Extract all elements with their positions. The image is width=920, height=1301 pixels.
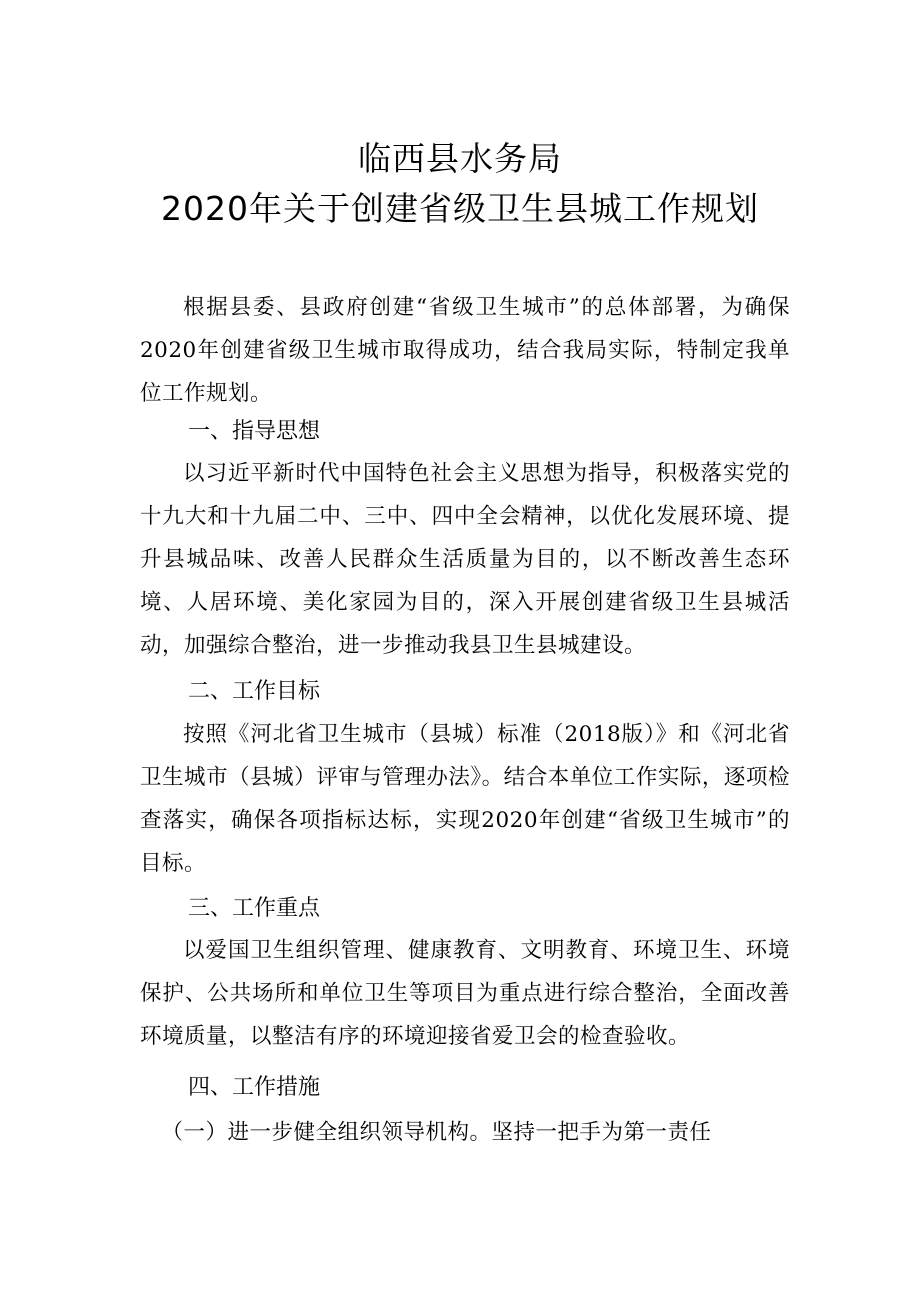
section-body-work-goals: 按照《河北省卫生城市（县城）标准（2018版）》和《河北省卫生城市（县城）评审与管理办法》。结合本单位工作实际，逐项检查落实，确保各项指标达标，实现2020年创建“省级卫生城市”的目标。 — [140, 722, 790, 876]
section-body-work-measures: （一）进一步健全组织领导机构。坚持一把手为第一责任 — [161, 1120, 712, 1145]
section-heading-work-measures: 四、工作措施 — [188, 1075, 321, 1100]
document-title-line1: 临西县水务局 — [358, 139, 562, 178]
section-body-work-focus: 以爱国卫生组织管理、健康教育、文明教育、环境卫生、环境保护、公共场所和单位卫生等项目为重点进行综合整治，全面改善环境质量，以整洁有序的环境迎接省爱卫会的检查验收。 — [140, 938, 790, 1049]
section-heading-work-goals: 二、工作目标 — [188, 679, 321, 704]
document-title-line2: 2020年关于创建省级卫生县城工作规划 — [161, 189, 759, 228]
section-body-guiding-ideology: 以习近平新时代中国特色社会主义思想为指导，积极落实党的十九大和十九届二中、三中、四中全会精神，以优化发展环境、提升县城品味、改善人民群众生活质量为目的，以不断改善生态环境、人居环境、美化家园为目的，深入开展创建省级卫生县城活动，加强综合整治，进一步推动我县卫生县城建设。 — [140, 461, 790, 658]
section-heading-work-focus: 三、工作重点 — [188, 896, 321, 921]
section-heading-guiding-ideology: 一、指导思想 — [188, 419, 321, 444]
intro-paragraph: 根据县委、县政府创建“省级卫生城市”的总体部署，为确保2020年创建省级卫生城市取得成功，结合我局实际，特制定我单位工作规划。 — [140, 295, 790, 406]
